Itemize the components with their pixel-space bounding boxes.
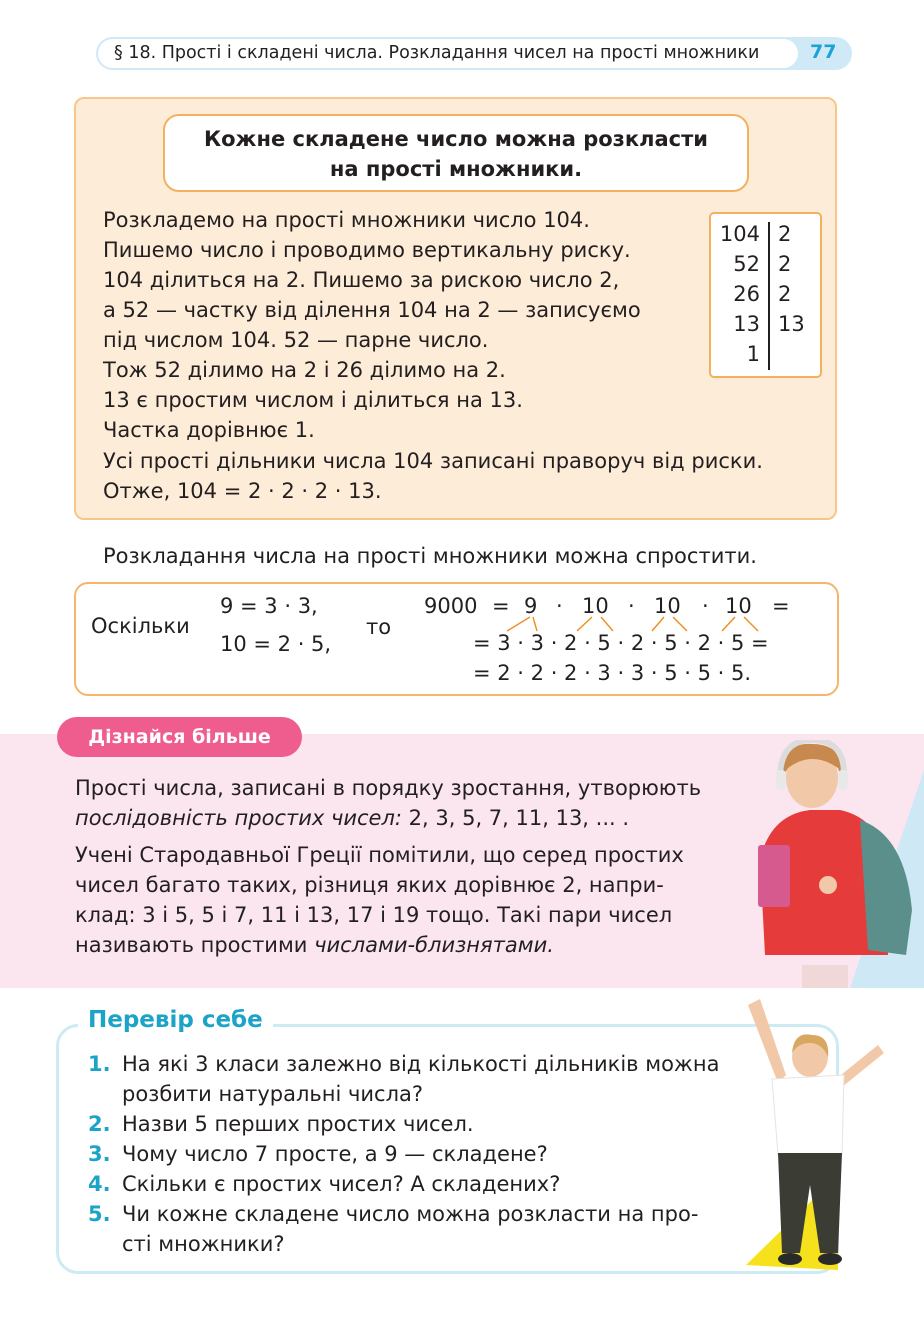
- expr-9: 9: [524, 594, 538, 618]
- since-label: Оскільки: [91, 614, 190, 638]
- factor-divisor: 2: [778, 222, 792, 246]
- page-number: 77: [810, 41, 837, 63]
- question-text: Назви 5 перших простих чисел.: [122, 1112, 474, 1136]
- expr-row2: = 3 · 3 · 2 · 5 · 2 · 5 · 2 · 5 =: [473, 631, 769, 655]
- link-line: [652, 617, 664, 631]
- expr-eq: =: [772, 594, 790, 618]
- rule-text-line: Частка дорівнює 1.: [103, 418, 315, 442]
- learn-text-line: чисел багато таких, різниця яких дорівнює 2, напри-: [75, 873, 664, 897]
- factor-dividend: 13: [733, 312, 760, 336]
- rule-text-line: Розкладемо на прості множники число 104.: [103, 208, 590, 232]
- factor-divisor: 2: [778, 282, 792, 306]
- section-title: § 18. Прості і складені числа. Розкладання чисел на прості множники: [114, 43, 760, 63]
- check-yourself-title: Перевір себе: [78, 1007, 273, 1033]
- rule-text-line: а 52 — частку від ділення 104 на 2 — записуємо: [103, 298, 641, 322]
- link-line: [601, 617, 613, 631]
- rule-statement-line2: на прості множники.: [329, 157, 583, 181]
- link-line: [673, 617, 687, 631]
- fact-9: 9 = 3 · 3,: [220, 594, 318, 618]
- question-number: 4.: [88, 1172, 111, 1196]
- factor-divisor: 2: [778, 252, 792, 276]
- rule-text-line: Усі прості дільники числа 104 записані праворуч від риски.: [103, 449, 763, 473]
- term-twin-primes: числами-близнятами.: [314, 933, 554, 957]
- link-line: [722, 617, 735, 631]
- link-line: [577, 617, 592, 631]
- expr-dot: ·: [628, 594, 635, 618]
- then-label: то: [366, 615, 392, 639]
- question-text: Чому число 7 просте, а 9 — складене?: [122, 1142, 548, 1166]
- expr-10: 10: [582, 594, 609, 618]
- rule-statement-line1: Кожне складене число можна розкласти: [203, 127, 709, 151]
- factor-dividend: 52: [733, 252, 760, 276]
- rule-text-line: під числом 104. 52 — парне число.: [103, 328, 489, 352]
- expr-10: 10: [654, 594, 681, 618]
- factor-dividend: 1: [746, 342, 760, 366]
- rule-text-line: Отже, 104 = 2 · 2 · 2 · 13.: [103, 479, 382, 503]
- expr-row3: = 2 · 2 · 2 · 3 · 3 · 5 · 5 · 5.: [473, 661, 752, 685]
- girl-illustration: [740, 740, 916, 988]
- expr-dot: ·: [556, 594, 563, 618]
- rule-text-line: Пишемо число і проводимо вертикальну риску.: [103, 238, 631, 262]
- link-line: [533, 617, 537, 631]
- learn-text-line: [75, 933, 554, 957]
- learn-text-line: Прості числа, записані в порядку зростання, утворюють: [75, 776, 702, 800]
- learn-text-line: [75, 806, 629, 830]
- expr-9000: 9000: [424, 594, 478, 618]
- question-number: 1.: [88, 1052, 111, 1076]
- rule-text-line: 13 є простим числом і ділиться на 13.: [103, 388, 523, 412]
- question-text: Чи кожне складене число можна розкласти на про-: [122, 1202, 699, 1226]
- question-number: 2.: [88, 1112, 111, 1136]
- link-line: [744, 617, 758, 631]
- term-prime-sequence: послідовність простих чисел:: [75, 806, 402, 830]
- question-number: 5.: [88, 1202, 111, 1226]
- prime-sequence-values: 2, 3, 5, 7, 11, 13, ... .: [401, 806, 630, 830]
- expr-dot: ·: [702, 594, 709, 618]
- question-text: розбити натуральні числа?: [122, 1082, 424, 1106]
- question-number: 3.: [88, 1142, 111, 1166]
- boy-illustration: [738, 995, 888, 1280]
- learn-more-badge: Дізнайся більше: [57, 717, 302, 757]
- simplification-intro: Розкладання числа на прості множники можна спростити.: [103, 544, 757, 568]
- link-line: [507, 617, 530, 631]
- fact-10: 10 = 2 · 5,: [220, 632, 332, 656]
- expr-eq: =: [492, 594, 510, 618]
- learn-text-line: Учені Стародавньої Греції помітили, що серед простих: [75, 843, 684, 867]
- rule-text-line: Тож 52 ділимо на 2 і 26 ділимо на 2.: [103, 358, 506, 382]
- twin-primes-lead: називають простими: [75, 933, 315, 957]
- question-text: Скільки є простих чисел? А складених?: [122, 1172, 561, 1196]
- expr-10: 10: [725, 594, 752, 618]
- factor-divisor: 13: [778, 312, 805, 336]
- factor-dividend: 26: [733, 282, 760, 306]
- rule-text-line: 104 ділиться на 2. Пишемо за рискою число 2,: [103, 268, 620, 292]
- question-text: сті множники?: [122, 1232, 285, 1256]
- learn-text-line: клад: 3 і 5, 5 і 7, 11 і 13, 17 і 19 тощо. Такі пари чисел: [75, 903, 673, 927]
- factor-dividend: 104: [719, 222, 760, 246]
- question-text: На які 3 класи залежно від кількості дільників можна: [122, 1052, 720, 1076]
